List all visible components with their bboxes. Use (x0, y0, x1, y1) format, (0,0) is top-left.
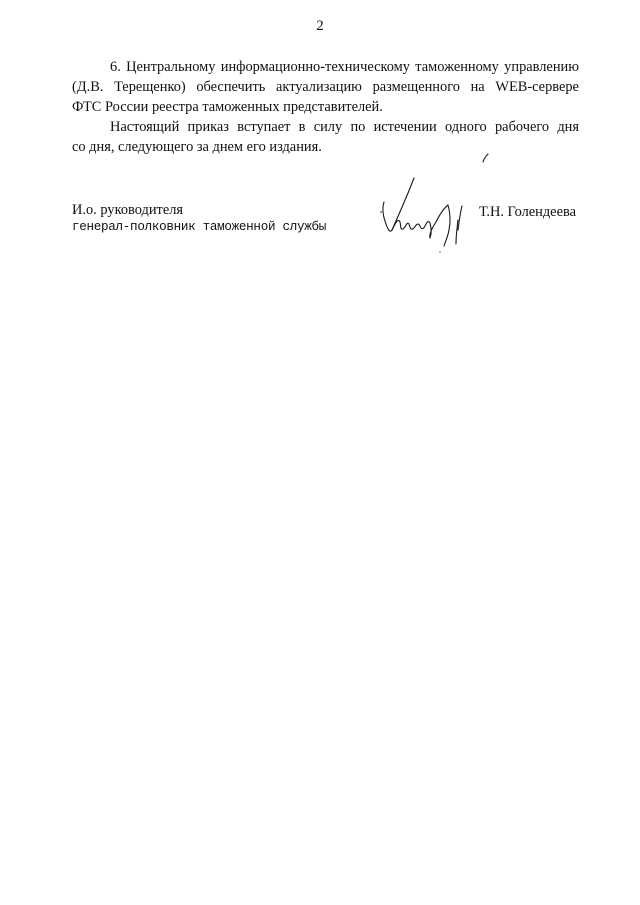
word: актуализацию (276, 79, 362, 95)
handwritten-signature (370, 150, 490, 260)
word: дня (557, 119, 579, 135)
signer-name: Т.Н. Голендеева (479, 204, 576, 220)
paragraph-line-last: со дня, следующего за днем его издания. (72, 139, 322, 155)
word: информационно-техническому (220, 59, 410, 75)
word: 6. (110, 59, 121, 75)
word: обеспечить (196, 79, 266, 95)
word: рабочего (494, 119, 550, 135)
word: силу (313, 119, 343, 135)
word: на (470, 79, 485, 95)
paragraph-line (72, 57, 579, 77)
word: истечении (373, 119, 437, 135)
word: Центральному (126, 59, 216, 75)
paragraph-effective-date (72, 117, 579, 157)
word: по (350, 119, 366, 135)
signer-rank: генерал-полковник таможенной службы (72, 220, 327, 234)
word: WEB-сервере (495, 79, 579, 95)
paragraph-item-6 (72, 57, 579, 117)
paragraph-line-last: ФТС России реестра таможенных представителей. (72, 99, 383, 115)
signer-position-title: И.о. руководителя (72, 202, 184, 218)
word: Терещенко) (114, 79, 186, 95)
paragraph-line (72, 117, 579, 137)
word: Настоящий (110, 119, 180, 135)
word: одного (444, 119, 487, 135)
page-number: 2 (316, 18, 324, 34)
word: приказ (187, 119, 229, 135)
word: управлению (504, 59, 579, 75)
word: размещенного (372, 79, 460, 95)
word: вступает (237, 119, 291, 135)
paragraph-line (72, 77, 579, 97)
word: (Д.В. (72, 79, 104, 95)
word: в (298, 119, 306, 135)
word: таможенному (415, 59, 499, 75)
